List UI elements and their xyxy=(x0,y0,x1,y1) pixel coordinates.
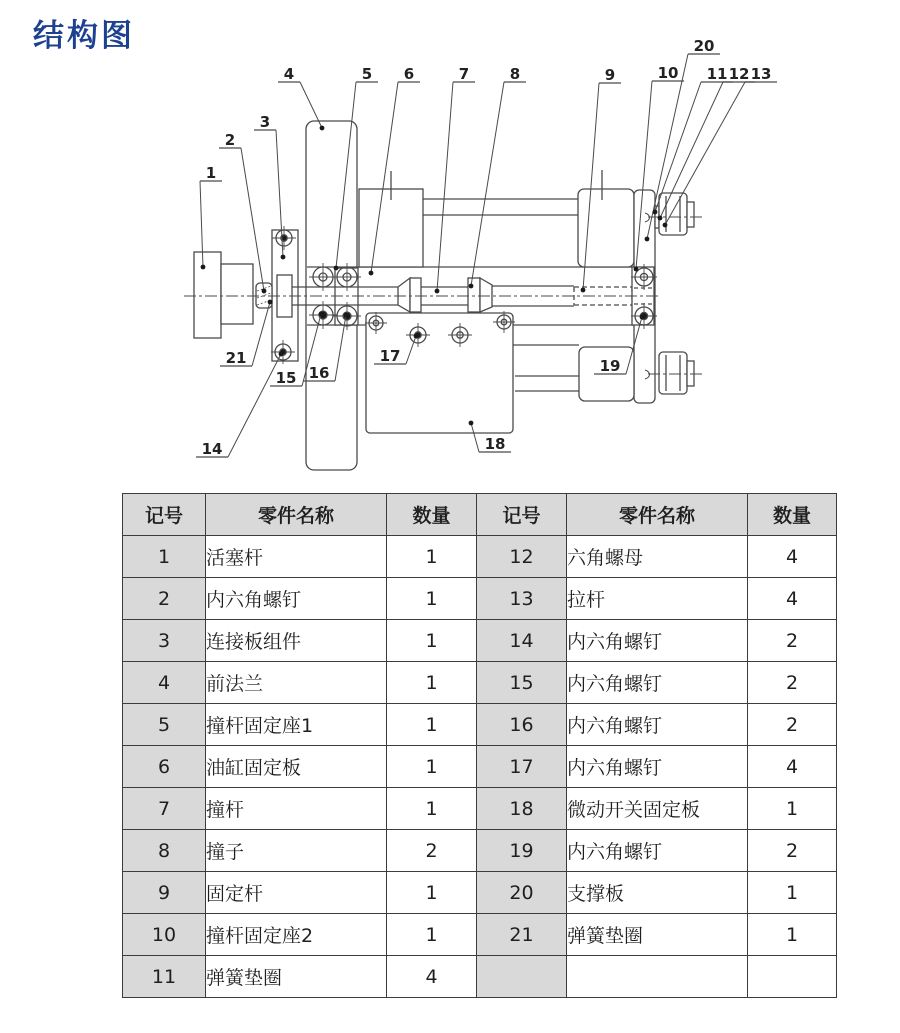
callout-8 xyxy=(469,65,526,288)
part-qty-cell: 1 xyxy=(387,578,477,620)
callout-label: 5 xyxy=(361,65,373,83)
table-row xyxy=(123,662,837,704)
part-id-cell: 3 xyxy=(123,620,206,662)
table-row xyxy=(123,956,837,998)
callout-label: 15 xyxy=(275,369,297,387)
part-name-cell: 支撑板 xyxy=(567,872,748,914)
callout-label: 9 xyxy=(604,66,616,84)
part-qty-cell: 1 xyxy=(387,536,477,578)
part-id-cell: 16 xyxy=(477,704,567,746)
part-id-cell: 14 xyxy=(477,620,567,662)
part-name-cell: 拉杆 xyxy=(567,578,748,620)
part-qty-cell: 1 xyxy=(387,914,477,956)
part-name-cell: 内六角螺钉 xyxy=(567,746,748,788)
column-header: 记号 xyxy=(477,494,567,536)
part-id-cell: 6 xyxy=(123,746,206,788)
part-id-cell: 17 xyxy=(477,746,567,788)
callout-label: 4 xyxy=(283,65,295,83)
callout-label: 16 xyxy=(308,364,330,382)
part-qty-cell: 1 xyxy=(387,620,477,662)
part-id-cell: 2 xyxy=(123,578,206,620)
callout-label: 19 xyxy=(599,357,621,375)
part-name-cell: 油缸固定板 xyxy=(206,746,387,788)
part-name-cell: 活塞杆 xyxy=(206,536,387,578)
part-name-cell: 内六角螺钉 xyxy=(567,620,748,662)
part-qty-cell: 1 xyxy=(387,746,477,788)
table-row xyxy=(123,830,837,872)
table-row xyxy=(123,578,837,620)
callout-label: 6 xyxy=(403,65,415,83)
part-name-cell: 连接板组件 xyxy=(206,620,387,662)
assembly-drawing xyxy=(184,121,703,470)
part-id-cell: 20 xyxy=(477,872,567,914)
callout-label: 2 xyxy=(224,131,236,149)
part-qty-cell: 1 xyxy=(748,914,837,956)
table-row xyxy=(123,620,837,662)
callout-label: 11 xyxy=(706,65,728,83)
page-title: 结构图 xyxy=(33,18,135,54)
callout-label: 21 xyxy=(225,349,247,367)
column-header: 数量 xyxy=(387,494,477,536)
switch-plate xyxy=(366,313,513,433)
part-qty-cell: 4 xyxy=(748,536,837,578)
part-name-cell: 内六角螺钉 xyxy=(567,662,748,704)
part-name-cell xyxy=(567,956,748,998)
part-qty-cell: 2 xyxy=(748,704,837,746)
part-name-cell: 内六角螺钉 xyxy=(567,704,748,746)
part-name-cell: 内六角螺钉 xyxy=(567,830,748,872)
part-id-cell: 11 xyxy=(123,956,206,998)
part-qty-cell: 1 xyxy=(748,788,837,830)
callout-label: 13 xyxy=(750,65,772,83)
part-qty-cell: 1 xyxy=(387,662,477,704)
part-name-cell: 微动开关固定板 xyxy=(567,788,748,830)
callout-label: 17 xyxy=(379,347,401,365)
table-row xyxy=(123,746,837,788)
callout-label: 3 xyxy=(259,113,271,131)
callout-label: 18 xyxy=(484,435,506,453)
table-row xyxy=(123,914,837,956)
column-header: 记号 xyxy=(123,494,206,536)
part-id-cell: 1 xyxy=(123,536,206,578)
part-id-cell: 12 xyxy=(477,536,567,578)
part-id-cell: 7 xyxy=(123,788,206,830)
table-header-row xyxy=(123,494,837,536)
part-id-cell: 4 xyxy=(123,662,206,704)
part-name-cell: 撞杆固定座2 xyxy=(206,914,387,956)
part-qty-cell: 4 xyxy=(387,956,477,998)
part-qty-cell: 2 xyxy=(748,662,837,704)
part-name-cell: 前法兰 xyxy=(206,662,387,704)
part-name-cell: 内六角螺钉 xyxy=(206,578,387,620)
part-qty-cell: 2 xyxy=(748,620,837,662)
callout-label: 1 xyxy=(205,164,217,182)
part-qty-cell: 1 xyxy=(748,872,837,914)
callout-label: 14 xyxy=(201,440,223,458)
table-row xyxy=(123,704,837,746)
column-header: 数量 xyxy=(748,494,837,536)
callout-label: 8 xyxy=(509,65,521,83)
part-qty-cell: 4 xyxy=(748,746,837,788)
part-id-cell: 18 xyxy=(477,788,567,830)
part-name-cell: 撞杆 xyxy=(206,788,387,830)
part-qty-cell: 4 xyxy=(748,578,837,620)
callout-label: 20 xyxy=(693,37,715,55)
callout-label: 10 xyxy=(657,64,679,82)
callout-label: 12 xyxy=(728,65,750,83)
table-row xyxy=(123,536,837,578)
part-qty-cell xyxy=(748,956,837,998)
column-header: 零件名称 xyxy=(567,494,748,536)
callout-label: 7 xyxy=(458,65,470,83)
part-id-cell: 9 xyxy=(123,872,206,914)
part-name-cell: 弹簧垫圈 xyxy=(567,914,748,956)
part-name-cell: 撞杆固定座1 xyxy=(206,704,387,746)
parts-table xyxy=(122,493,837,998)
part-name-cell: 弹簧垫圈 xyxy=(206,956,387,998)
part-id-cell: 5 xyxy=(123,704,206,746)
part-id-cell: 15 xyxy=(477,662,567,704)
column-header: 零件名称 xyxy=(206,494,387,536)
part-qty-cell: 2 xyxy=(748,830,837,872)
part-qty-cell: 1 xyxy=(387,704,477,746)
table-row xyxy=(123,872,837,914)
part-name-cell: 固定杆 xyxy=(206,872,387,914)
tie-rod-top xyxy=(423,199,578,215)
part-qty-cell: 2 xyxy=(387,830,477,872)
part-name-cell: 撞子 xyxy=(206,830,387,872)
callout-14 xyxy=(196,352,283,458)
part-qty-cell: 1 xyxy=(387,788,477,830)
part-id-cell: 8 xyxy=(123,830,206,872)
part-id-cell: 19 xyxy=(477,830,567,872)
part-qty-cell: 1 xyxy=(387,872,477,914)
part-id-cell: 13 xyxy=(477,578,567,620)
callout-7 xyxy=(435,65,475,293)
table-row xyxy=(123,788,837,830)
part-name-cell: 六角螺母 xyxy=(567,536,748,578)
part-id-cell xyxy=(477,956,567,998)
part-id-cell: 21 xyxy=(477,914,567,956)
structure-diagram xyxy=(0,0,900,493)
part-id-cell: 10 xyxy=(123,914,206,956)
